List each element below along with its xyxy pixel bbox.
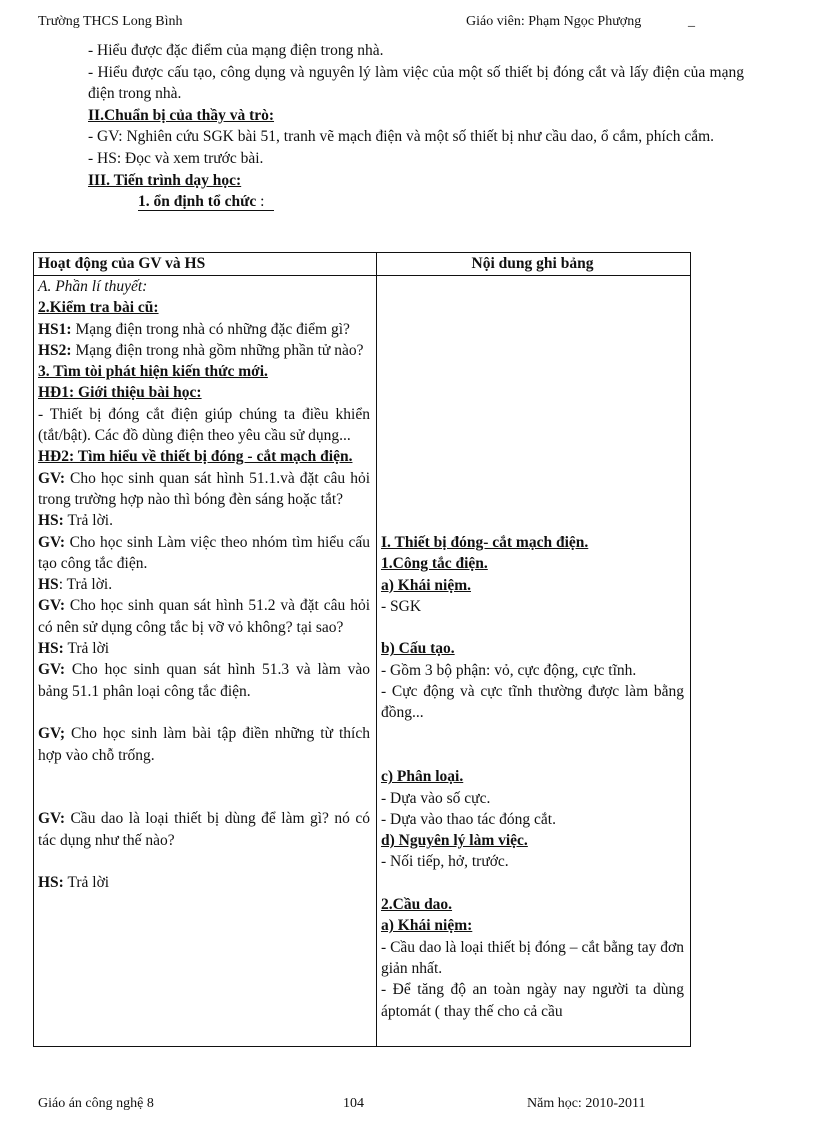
knife-switch-title: 2.Cầu dao. (381, 896, 453, 914)
footer-title: Giáo án công nghệ 8 (38, 1096, 154, 1111)
switch-structure-heading: b) Cấu tạo. (381, 640, 455, 658)
switch-types-text-1: - Dựa vào số cực. (381, 789, 491, 807)
preparation-hs: - HS: Đọc và xem trước bài. (88, 149, 264, 167)
switch-structure-text-2: - Cực động và cực tĩnh thường được làm bằng đồng... (381, 683, 684, 722)
switch-principle-text: - Nối tiếp, hở, trước. (381, 853, 509, 871)
objective-1: - Hiểu được đặc điểm của mạng điện trong nhà. (88, 42, 384, 59)
spacer (38, 851, 370, 872)
knife-switch-text-2: - Để tăng độ an toàn ngày nay người ta dùng áptomát ( thay thế cho cả cầu (381, 981, 684, 1020)
preparation-heading: II.Chuẩn bị của thầy và trò: (88, 106, 275, 124)
hs-answer-4: HS: Trả lời (38, 874, 110, 892)
hd1-text: - Thiết bị đóng cắt điện giúp chúng ta điều khiển (tắt/bật). Các đồ dùng điện theo yêu cầu sử dụng... (38, 405, 370, 445)
switch-types-heading: c) Phân loại. (381, 768, 464, 786)
hd2-heading: HĐ2: Tìm hiểu về thiết bị đóng - cắt mạch điện. (38, 448, 353, 466)
procedure-step-1 (88, 191, 744, 213)
header-teacher: Giáo viên: Phạm Ngọc Phượng (466, 14, 642, 29)
spacer (381, 617, 684, 638)
gv-question-3: GV: Cho học sinh quan sát hình 51.2 và đặt câu hỏi có nên sử dụng công tắc bị vỡ vỏ không? tại sao? (38, 597, 370, 636)
table-header-row (34, 253, 691, 276)
switch-principle-heading: d) Nguyên lý làm việc. (381, 832, 528, 850)
section-1-title: I. Thiết bị đóng- cắt mạch điện. (381, 534, 589, 551)
gv-question-1: GV: Cho học sinh quan sát hình 51.1.và đặt câu hỏi trong trường hợp nào thì bóng đèn sáng hoặc tắt? (38, 469, 370, 508)
spacer (381, 873, 684, 894)
discovery-heading: 3. Tìm tòi phát hiện kiến thức mới. (38, 363, 268, 381)
switch-types-text-2: - Dựa vào thao tác đóng cắt. (381, 810, 556, 828)
gv-question-6: GV: Cầu dao là loại thiết bị dùng để làm gì? nó có tác dụng như thế nào? (38, 810, 370, 849)
intro-section (88, 40, 744, 213)
spacer (38, 766, 370, 787)
col1-header: Hoạt động của GV và HS (34, 253, 377, 276)
col2-header: Nội dung ghi bảng (377, 253, 691, 276)
gv-question-2: GV: Cho học sinh Làm việc theo nhóm tìm hiểu cấu tạo công tắc điện. (38, 533, 370, 572)
footer-year: Năm học: 2010-2011 (527, 1096, 646, 1111)
knife-switch-concept-heading: a) Khái niệm: (381, 917, 473, 935)
procedure-heading: III. Tiến trình dạy học: (88, 171, 242, 189)
switch-title: 1.Công tắc điện. (381, 555, 488, 573)
spacer (38, 787, 370, 808)
switch-concept-text: - SGK (381, 597, 422, 615)
objective-2: - Hiểu được cấu tạo, công dụng và nguyên lý làm việc của một số thiết bị đóng cắt và lấy điện của mạng điện trong nhà. (88, 63, 744, 103)
part-a-title: A. Phần lí thuyết: (38, 278, 148, 295)
knife-switch-text-1: - Cầu dao là loại thiết bị đóng – cắt bằng tay đơn giản nhất. (381, 938, 684, 977)
hs1-question: HS1: Mạng điện trong nhà có những đặc điểm gì? (38, 320, 350, 338)
table-body-row (34, 276, 691, 1047)
hd1-heading: HĐ1: Giới thiệu bài học: (38, 384, 202, 402)
review-heading: 2.Kiểm tra bài cũ: (38, 299, 159, 317)
hs-answer-1: HS: Trả lời. (38, 512, 113, 530)
activities-column (34, 276, 377, 1047)
hs2-question: HS2: Mạng điện trong nhà gồm những phần tử nào? (38, 341, 364, 359)
spacer (381, 745, 684, 766)
spacer (38, 702, 370, 723)
header-school: Trường THCS Long Bình (38, 14, 183, 29)
preparation-gv: - GV: Nghiên cứu SGK bài 51, tranh vẽ mạch điện và một số thiết bị như cầu dao, ổ cắm, phích cắm. (88, 128, 715, 146)
gv-question-5: GV; Cho học sinh làm bài tập điền những từ thích hợp vào chỗ trống. (38, 725, 370, 764)
switch-concept-heading: a) Khái niệm. (381, 576, 471, 594)
page-number: 104 (343, 1096, 364, 1111)
hs-answer-3: HS: Trả lời (38, 640, 110, 658)
switch-structure-text-1: - Gồm 3 bộ phận: vỏ, cực động, cực tĩnh. (381, 661, 637, 679)
hs-answer-2: HS: Trả lời. (38, 576, 113, 594)
procedure-step-1-title: 1. ổn định tổ chức : (138, 193, 274, 211)
lesson-table (33, 252, 691, 1047)
header-mark: _ (688, 14, 695, 29)
content-column (377, 276, 691, 1047)
gv-question-4: GV: Cho học sinh quan sát hình 51.3 và làm vào bảng 51.1 phân loại công tắc điện. (38, 661, 370, 700)
spacer (381, 724, 684, 745)
